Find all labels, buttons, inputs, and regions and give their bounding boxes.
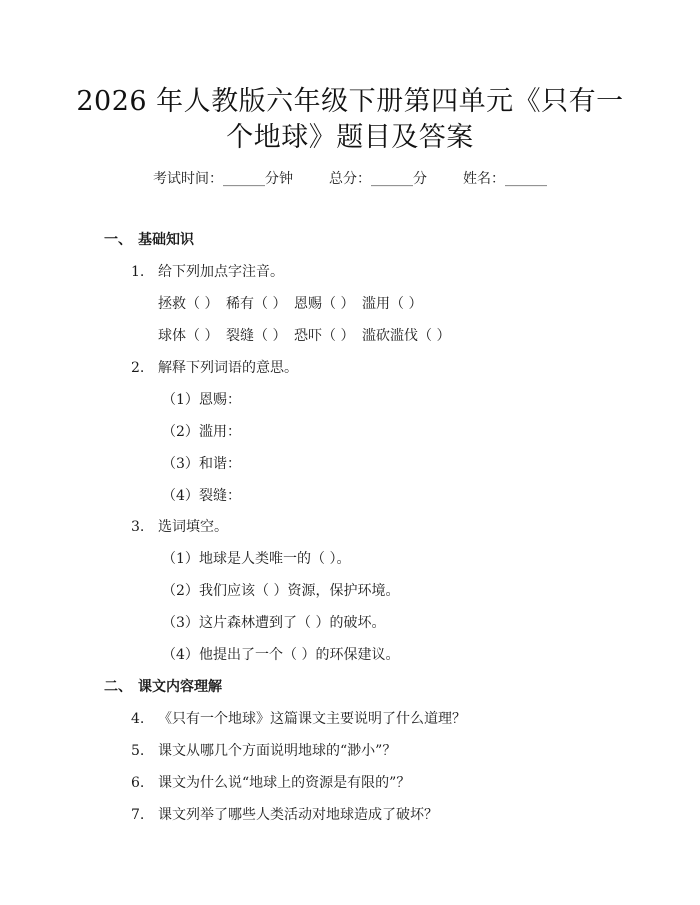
document-title-line-1: 2026 年人教版六年级下册第四单元《只有一	[76, 86, 624, 117]
pinyin-item: 裂缝（ ）	[226, 328, 287, 344]
question-text: 选词填空。	[158, 519, 228, 535]
pinyin-item: 球体（ ）	[158, 328, 219, 344]
question-number: 4.	[131, 711, 145, 727]
question-number: 2.	[131, 360, 145, 376]
question-text: 课文列举了哪些人类活动对地球造成了破坏？	[158, 807, 438, 823]
exam-info-line	[0, 168, 700, 188]
total-score-field: 总分：______分	[329, 171, 427, 187]
question-text: 《只有一个地球》这篇课文主要说明了什么道理？	[158, 711, 466, 727]
document-title-line-2: 个地球》题目及答案	[226, 122, 474, 153]
student-name-field: 姓名：______	[463, 171, 547, 187]
pinyin-item: 滥用（ ）	[362, 296, 423, 312]
sub-question	[162, 453, 241, 473]
pinyin-item: 恐吓（ ）	[294, 328, 355, 344]
question-2	[131, 357, 298, 377]
question-number: 6.	[131, 775, 145, 791]
sub-question-text: 滥用：	[199, 424, 241, 440]
sub-question-number: （3）	[162, 456, 199, 472]
pinyin-row-2	[158, 325, 450, 345]
sub-question	[162, 548, 350, 568]
sub-question-number: （3）	[162, 615, 199, 631]
sub-question	[162, 644, 399, 664]
sub-question-text: 他提出了一个（ ）的环保建议。	[199, 647, 400, 663]
section-heading-text-comprehension	[104, 676, 222, 696]
question-7	[131, 804, 438, 824]
sub-question-text: 这片森林遭到了（ ）的破坏。	[199, 615, 386, 631]
sub-question	[162, 580, 399, 600]
question-4	[131, 708, 466, 728]
section-heading-basic-knowledge	[104, 229, 194, 249]
pinyin-item: 滥砍滥伐（ ）	[362, 328, 451, 344]
section-number: 二、	[104, 679, 132, 695]
sub-question	[162, 612, 385, 632]
question-number: 1.	[131, 264, 145, 280]
sub-question	[162, 421, 241, 441]
sub-question-number: （4）	[162, 488, 199, 504]
sub-question-text: 和谐：	[199, 456, 241, 472]
sub-question-number: （2）	[162, 583, 199, 599]
question-number: 3.	[131, 519, 145, 535]
pinyin-item: 恩赐（ ）	[294, 296, 355, 312]
pinyin-item: 稀有（ ）	[226, 296, 287, 312]
section-title: 基础知识	[138, 232, 194, 248]
question-1	[131, 261, 284, 281]
pinyin-item: 拯救（ ）	[158, 296, 219, 312]
sub-question	[162, 485, 241, 505]
sub-question-text: 我们应该（ ）资源，保护环境。	[199, 583, 400, 599]
sub-question-number: （2）	[162, 424, 199, 440]
question-5	[131, 740, 396, 760]
sub-question-number: （1）	[162, 551, 199, 567]
question-text: 课文从哪几个方面说明地球的“渺小”？	[158, 743, 397, 759]
question-text: 解释下列词语的意思。	[158, 360, 298, 376]
question-number: 5.	[131, 743, 145, 759]
sub-question-text: 裂缝：	[199, 488, 241, 504]
question-text: 课文为什么说“地球上的资源是有限的”？	[158, 775, 411, 791]
pinyin-row-1	[158, 293, 430, 313]
question-3	[131, 516, 228, 536]
section-title: 课文内容理解	[138, 679, 222, 695]
sub-question-number: （1）	[162, 392, 199, 408]
question-text: 给下列加点字注音。	[158, 264, 284, 280]
exam-time-field: 考试时间：______分钟	[153, 171, 293, 187]
question-6	[131, 772, 410, 792]
sub-question-number: （4）	[162, 647, 199, 663]
question-number: 7.	[131, 807, 145, 823]
sub-question	[162, 389, 241, 409]
section-number: 一、	[104, 232, 132, 248]
sub-question-text: 恩赐：	[199, 392, 241, 408]
sub-question-text: 地球是人类唯一的（ ）。	[199, 551, 351, 567]
